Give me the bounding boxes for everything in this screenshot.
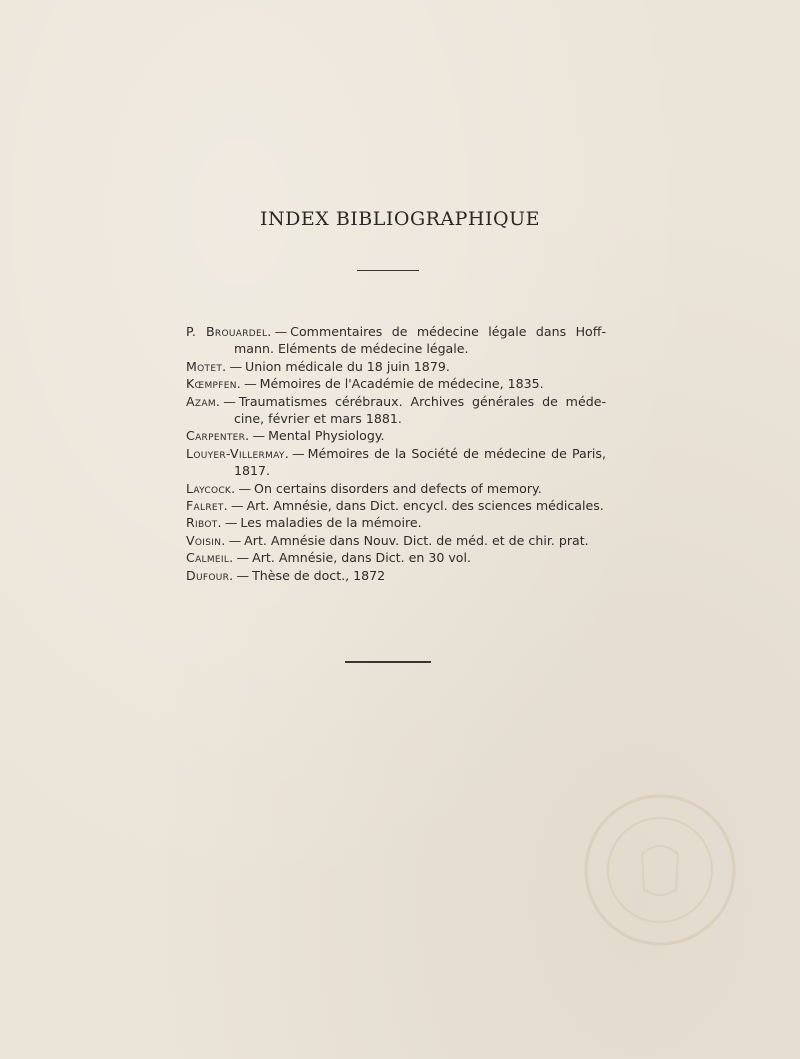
bibliography-entry	[186, 445, 606, 480]
bibliography-entry	[186, 532, 606, 549]
entry-separator: —	[230, 498, 244, 514]
top-divider	[357, 270, 419, 271]
bibliography-entry	[186, 480, 606, 497]
entry-author: Laycock.	[186, 480, 236, 496]
bibliography-entry	[186, 549, 606, 566]
entry-author: Louyer-Villermay.	[186, 445, 289, 461]
bottom-divider	[345, 661, 431, 663]
bibliography-entry	[186, 358, 606, 375]
entry-separator: —	[274, 324, 288, 339]
entry-text: On certains disorders and defects of memory.	[254, 480, 542, 496]
entry-text: Mental Physiology.	[268, 428, 385, 444]
library-stamp-icon	[580, 790, 740, 950]
entry-text: Art. Amnésie, dans Dict. encycl. des sciences médicales.	[246, 498, 604, 514]
entry-separator: —	[292, 445, 305, 461]
entry-text: Thèse de doct., 1872	[252, 567, 386, 583]
entry-separator: —	[223, 393, 236, 409]
entry-author: Carpenter.	[186, 428, 250, 444]
entry-separator: —	[236, 567, 250, 583]
entry-author: Calmeil.	[186, 550, 234, 566]
entry-author: Dufour.	[186, 567, 234, 583]
entry-separator: —	[229, 358, 243, 374]
entry-author: Voisin.	[186, 532, 226, 548]
entry-separator: —	[244, 376, 257, 392]
bibliography-entry	[186, 375, 606, 392]
entry-text: Commentaires de médecine légale dans Hoffmann. Eléments de médecine légale.	[234, 324, 606, 357]
bibliography-entry	[186, 514, 606, 531]
entry-text: Art. Amnésie, dans Dict. en 30 vol.	[252, 550, 472, 566]
entry-author: Motet.	[186, 358, 227, 374]
entry-separator: —	[224, 515, 238, 531]
entry-text: Art. Amnésie dans Nouv. Dict. de méd. et de chir. prat.	[244, 532, 589, 548]
entry-text: Union médicale du 18 juin 1879.	[245, 358, 450, 374]
entry-text: Mémoires de l'Académie de médecine, 1835.	[259, 376, 544, 392]
entry-author: Kœmpfen.	[186, 376, 242, 392]
entry-author: Azam.	[186, 393, 221, 409]
entry-separator: —	[228, 532, 242, 548]
entry-separator: —	[252, 428, 266, 444]
entry-separator: —	[236, 550, 250, 566]
bibliography-list	[186, 323, 606, 584]
bibliography-entry	[186, 567, 606, 584]
bibliography-entry	[186, 427, 606, 444]
entry-text: Mémoires de la Société de médecine de Paris, 1817.	[234, 445, 606, 479]
entry-text: Les maladies de la mémoire.	[240, 515, 422, 531]
entry-separator: —	[238, 480, 252, 496]
bibliography-entry	[186, 323, 606, 358]
entry-author: P. Brouardel.	[186, 324, 272, 339]
entry-author: Falret.	[186, 498, 228, 514]
entry-author: Ribot.	[186, 515, 222, 531]
bibliography-entry	[186, 393, 606, 428]
entry-text: Traumatismes cérébraux. Archives générales de médecine, février et mars 1881.	[234, 393, 606, 427]
bibliography-entry	[186, 497, 606, 514]
page-title: INDEX BIBLIOGRAPHIQUE	[260, 208, 540, 230]
